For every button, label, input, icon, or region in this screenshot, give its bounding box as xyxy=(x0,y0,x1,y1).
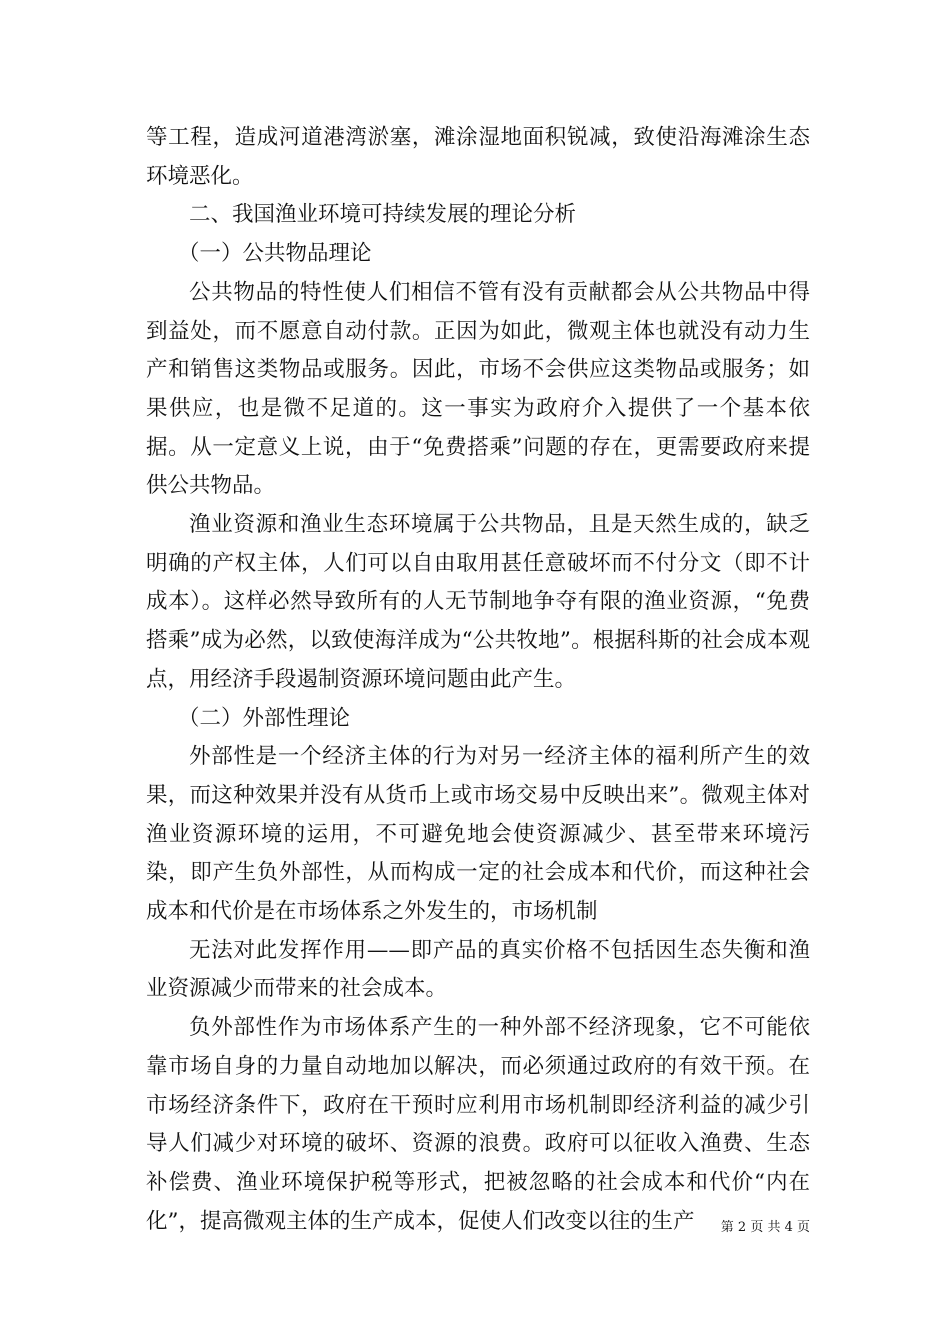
paragraph-continuation: 等工程，造成河道港湾淤塞，滩涂湿地面积锐减，致使沿海滩涂生态环境恶化。 xyxy=(146,125,810,189)
subsection-heading-public-goods: （一）公共物品理论 xyxy=(178,241,372,267)
page-number: 第 2 页 共 4 页 xyxy=(720,1220,810,1235)
paragraph-government-intervention: 负外部性作为市场体系产生的一种外部不经济现象，它不可能依靠市场自身的力量自动地加以解决，而必须通过政府的有效干预。在市场经济条件下，政府在干预时应利用市场机制即经济利益的减少引导人们减少对环境的破坏、资源的浪费。政府可以征收入渔费、生态补偿费、渔业环境保护税等形式，把被忽略的社会成本和代价“内在化”，提高微观主体的生产成本，促使人们改变以往的生产 xyxy=(146,1015,810,1234)
paragraph-market-failure: 无法对此发挥作用——即产品的真实价格不包括因生态失衡和渔业资源减少而带来的社会成本。 xyxy=(146,937,810,1002)
document-body xyxy=(146,119,810,1241)
subsection-heading-externality: （二）外部性理论 xyxy=(178,705,351,731)
section-heading: 二、我国渔业环境可持续发展的理论分析 xyxy=(189,202,577,228)
paragraph-fishery-resources: 渔业资源和渔业生态环境属于公共物品，且是天然生成的，缺乏明确的产权主体，人们可以自由取用甚任意破坏而不付分文（即不计成本）。这样必然导致所有的人无节制地争夺有限的渔业资源，“免费搭乘”成为必然，以致使海洋成为“公共牧地”。根据科斯的社会成本观点，用经济手段遏制资源环境问题由此产生。 xyxy=(146,512,810,692)
paragraph-public-goods: 公共物品的特性使人们相信不管有没有贡献都会从公共物品中得到益处，而不愿意自动付款。正因为如此，微观主体也就没有动力生产和销售这类物品或服务。因此，市场不会供应这类物品或服务；如果供应，也是微不足道的。这一事实为政府介入提供了一个基本依据。从一定意义上说，由于“免费搭乘”问题的存在，更需要政府来提供公共物品。 xyxy=(146,279,810,499)
paragraph-externality: 外部性是一个经济主体的行为对另一经济主体的福利所产生的效果，而这种效果并没有从货币上或市场交易中反映出来”。微观主体对渔业资源环境的运用，不可避免地会使资源减少、甚至带来环境污染，即产生负外部性，从而构成一定的社会成本和代价，而这种社会成本和代价是在市场体系之外发生的，市场机制 xyxy=(146,744,810,925)
